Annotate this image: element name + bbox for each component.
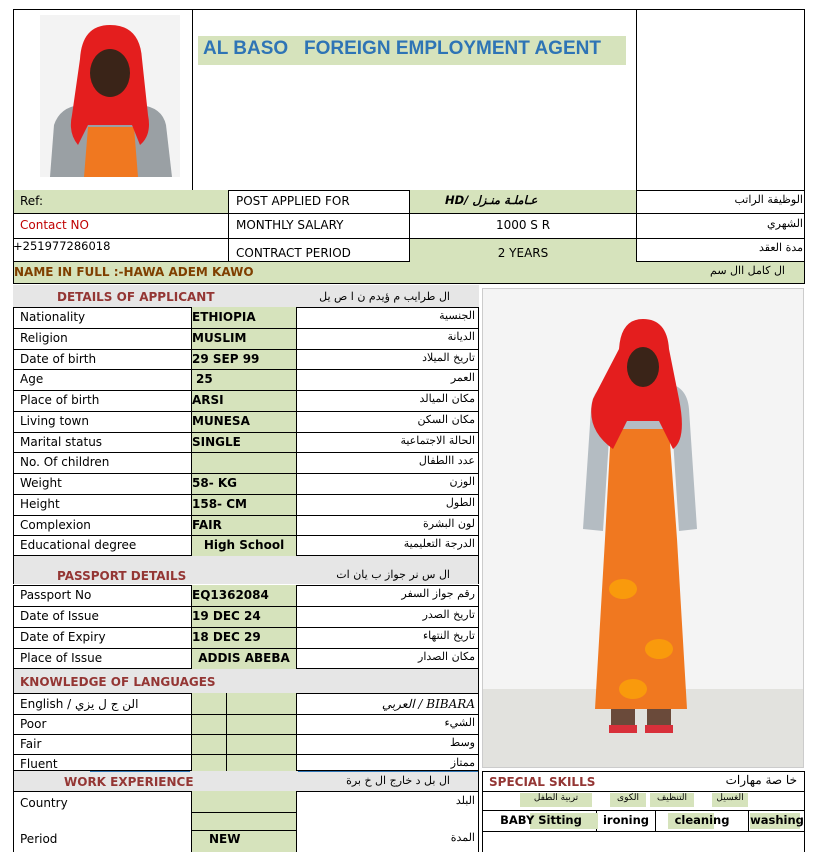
period-ar: المدة [450, 831, 475, 844]
skill-ar-label: تربية الطفل [520, 793, 592, 807]
passport-row-label: Place of Issue [20, 651, 103, 665]
applicant-title: DETAILS OF APPLICANT [57, 290, 215, 304]
passport-row-ar: تاريخ الصدر [422, 608, 475, 621]
ref-label: Ref: [20, 194, 44, 208]
applicant-row-label: Weight [20, 476, 62, 490]
skills-title: SPECIAL SKILLS [489, 775, 596, 789]
applicant-row-ar: عدد االطفال [418, 454, 475, 468]
passport-row-label: Date of Issue [20, 609, 99, 623]
applicant-row-ar: تاريخ الميلاد [422, 350, 475, 364]
applicant-row-ar: مكان الميالد [419, 392, 475, 405]
applicant-row-value: MUNESA [192, 413, 250, 428]
applicant-row-ar: الطول [445, 495, 475, 509]
applicant-row-value: FAIR [192, 517, 222, 532]
passport-row-ar: رقم جواز السفر [401, 587, 475, 600]
salary-ar: الشهري [767, 217, 803, 230]
passport-row-value: ADDIS ABEBA [198, 651, 290, 665]
agency-title: AL BASO FOREIGN EMPLOYMENT AGENT [203, 38, 601, 59]
name-ar: ال كامل اال سم [710, 264, 785, 277]
applicant-row-ar: مكان السكن [417, 412, 475, 426]
contract-ar: مدة العقد [759, 241, 803, 254]
arabic-label: BIBARA / العربي [381, 697, 475, 711]
passport-row-label: Passport No [20, 588, 92, 602]
applicant-row-ar: الجنسية [439, 309, 475, 322]
applicant-row-label: Educational degree [20, 538, 137, 553]
language-level-ar: وسط [450, 736, 475, 749]
applicant-row-ar: الدرجة التعليمية [403, 537, 475, 551]
applicant-row-value: 25 [196, 372, 213, 387]
skill-ar-label: الغسيل [712, 793, 748, 807]
contract-label: CONTRACT PERIOD [236, 246, 351, 260]
passport-row-value: 19 DEC 24 [192, 609, 261, 623]
skill-ar-label: الكوى [610, 793, 646, 807]
language-level-ar: ممتاز [450, 756, 475, 769]
language-level-label: Fair [20, 737, 42, 751]
post-ar: الوظيفة الراتب [734, 193, 803, 206]
applicant-row-value [192, 455, 296, 471]
passport-row-ar: مكان الصدار [418, 650, 475, 663]
applicant-row-label: Age [20, 372, 44, 387]
passport-title: PASSPORT DETAILS [57, 569, 187, 583]
applicant-row-label: Nationality [20, 310, 86, 324]
english-label: English / الن ج ل يزي [20, 697, 139, 711]
applicant-row-label: Complexion [20, 517, 91, 532]
applicant-fullbody-photo [482, 288, 804, 768]
applicant-portrait-photo [40, 15, 180, 177]
applicant-row-label: No. Of children [20, 455, 110, 470]
applicant-row-value: 29 SEP 99 [192, 351, 260, 366]
applicant-row-ar: الوزن [449, 475, 475, 488]
salary-value: 1000 S R [495, 218, 551, 232]
language-level-label: Fluent [20, 757, 58, 771]
contact-label: Contact NO [20, 218, 89, 232]
applicant-row-ar: لون البشرة [423, 516, 475, 530]
skill-ar-label: التنظيف [650, 793, 694, 807]
country-label: Country [20, 796, 68, 810]
passport-row-value: EQ1362084 [192, 588, 269, 602]
passport-row-label: Date of Expiry [20, 630, 106, 644]
work-title: WORK EXPERIENCE [64, 775, 194, 789]
applicant-row-label: Place of birth [20, 393, 100, 407]
passport-row-value: 18 DEC 29 [192, 630, 261, 644]
applicant-row-ar: الديانة [447, 329, 475, 343]
applicant-row-ar: العمر [450, 371, 475, 385]
skill-item: ironing [602, 813, 650, 827]
applicant-row-label: Living town [20, 413, 89, 428]
skills-title-ar: خا صة مهارات [725, 773, 797, 787]
period-label: Period [20, 832, 58, 846]
applicant-row-label: Marital status [20, 434, 103, 449]
applicant-row-ar: الحالة الاجتماعية [400, 433, 475, 447]
contact-value: +251977286018 [13, 239, 111, 253]
name-label: NAME IN FULL :-HAWA ADEM KAWO [14, 265, 254, 279]
passport-row-ar: تاريخ النتهاء [422, 629, 475, 642]
post-value: HD/ عـاملـة منـزل [445, 193, 538, 207]
period-value: NEW [209, 832, 241, 846]
languages-title: KNOWLEDGE OF LANGUAGES [20, 675, 216, 689]
applicant-row-label: Date of birth [20, 351, 97, 366]
applicant-row-value: 158- CM [192, 496, 247, 511]
skill-item: cleaning [674, 813, 730, 827]
applicant-row-value: ETHIOPIA [192, 310, 256, 324]
country-ar: البلد [455, 794, 475, 807]
applicant-row-value: 58- KG [192, 476, 238, 490]
passport-title-ar: ال س نر جواز ب يان ات [336, 568, 450, 581]
language-level-ar: الشيء [444, 716, 475, 729]
work-title-ar: ال بل د خارج ال خ برة [346, 774, 450, 787]
contract-value: 2 YEARS [497, 246, 549, 260]
applicant-row-label: Height [20, 496, 60, 511]
applicant-title-ar: ال طرايب م ؤيدم ن ا ص يل [319, 290, 450, 303]
salary-label: MONTHLY SALARY [236, 218, 344, 232]
applicant-row-value: ARSI [192, 393, 224, 407]
applicant-row-value: High School [203, 538, 285, 553]
applicant-row-value: MUSLIM [192, 330, 247, 345]
skill-item: washing [750, 813, 804, 827]
skill-item: BABY Sitting [500, 813, 582, 827]
applicant-row-value: SINGLE [192, 434, 241, 449]
post-label: POST APPLIED FOR [236, 194, 350, 208]
applicant-row-label: Religion [20, 330, 68, 345]
language-level-label: Poor [20, 717, 47, 731]
